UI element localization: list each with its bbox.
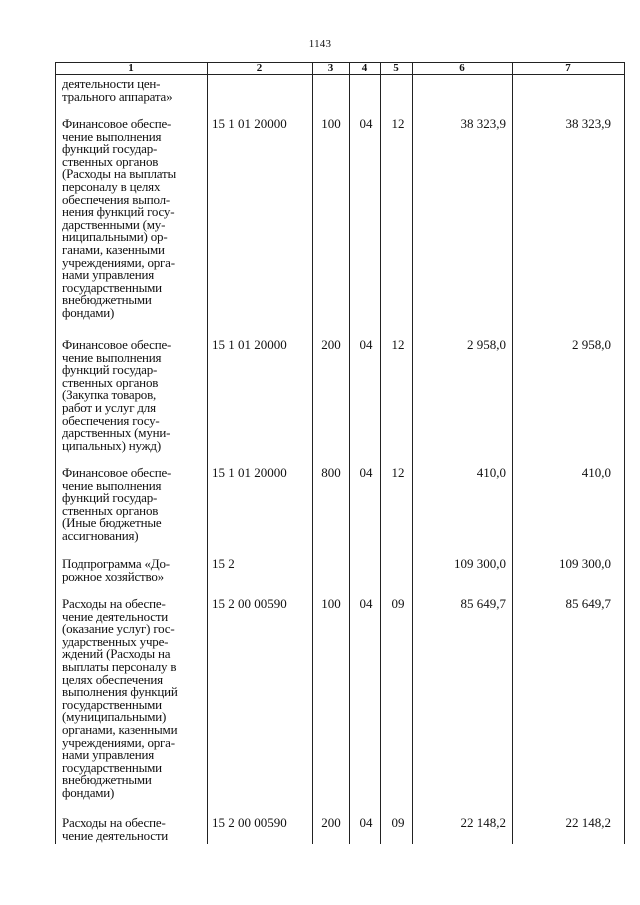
row-section: 04 (359, 337, 373, 352)
row-description: Расходы на обеспе- чение деятельности (оказание услуг) гос- ударственных учре- ждений (Расходы на выплаты персоналу в целях обеспечения выполнения функций государственными (муниципальными) органами, казенными учреждениями, орга- нами управления государственными внебюджетными фондами) (62, 596, 178, 800)
column-header-6: 6 (459, 62, 465, 74)
column-border (349, 62, 350, 844)
column-header-1: 1 (128, 62, 134, 74)
row-target-code: 15 1 01 20000 (212, 337, 287, 352)
column-border (55, 62, 56, 844)
row-amount-total: 2 958,0 (572, 337, 611, 352)
row-expense-type: 200 (321, 337, 341, 352)
column-header-5: 5 (393, 62, 399, 74)
column-header-2: 2 (256, 62, 263, 74)
column-header-7: 7 (565, 62, 571, 74)
row-description: Финансовое обеспе- чение выполнения функций государ- ственных органов (Иные бюджетные ассигнования) (62, 465, 172, 543)
row-expense-type: 100 (321, 116, 341, 131)
header-bottom-border (55, 74, 625, 75)
row-subsection: 09 (391, 815, 405, 830)
column-border (412, 62, 413, 844)
row-subsection: 12 (391, 116, 405, 131)
row-target-code: 15 2 00 00590 (212, 596, 287, 611)
row-description: Подпрограмма «До- рожное хозяйство» (62, 556, 170, 584)
row-section: 04 (359, 116, 373, 131)
page-number: 1143 (308, 38, 332, 50)
column-border (380, 62, 381, 844)
row-amount-total: 22 148,2 (565, 815, 611, 830)
row-expense-type: 800 (321, 465, 341, 480)
row-amount: 109 300,0 (454, 556, 506, 571)
row-target-code: 15 1 01 20000 (212, 465, 287, 480)
row-amount: 2 958,0 (467, 337, 506, 352)
row-description: Финансовое обеспе- чение выполнения функций государ- ственных органов (Расходы на выплаты персоналу в целях обеспечения выпол- нения функций госу- дарственными (му- ниципальными) ор- ганами, казенными учреждениями, орга- нами управления государственными внебюджетными фондами) (62, 116, 176, 320)
row-section: 04 (359, 465, 373, 480)
column-border (624, 62, 625, 844)
row-amount-total: 410,0 (581, 465, 611, 480)
column-border (512, 62, 513, 844)
row-subsection: 12 (391, 465, 405, 480)
row-expense-type: 100 (321, 596, 341, 611)
column-border (207, 62, 208, 844)
row-section: 04 (359, 815, 373, 830)
row-amount: 85 649,7 (460, 596, 506, 611)
row-amount: 22 148,2 (460, 815, 506, 830)
column-header-3: 3 (327, 62, 334, 74)
row-target-code: 15 2 00 00590 (212, 815, 287, 830)
row-description: Расходы на обеспе- чение деятельности (62, 815, 169, 843)
row-subsection: 12 (391, 337, 405, 352)
row-subsection: 09 (391, 596, 405, 611)
column-border (312, 62, 313, 844)
row-amount: 38 323,9 (460, 116, 506, 131)
row-target-code: 15 1 01 20000 (212, 116, 287, 131)
row-description: деятельности цен- трального аппарата» (62, 76, 173, 104)
row-description: Финансовое обеспе- чение выполнения функций государ- ственных органов (Закупка товаров, работ и услуг для обеспечения госу- дарственных (муни- ципальных) нужд) (62, 337, 172, 453)
row-target-code: 15 2 (212, 556, 235, 571)
column-header-4: 4 (361, 62, 368, 74)
row-amount-total: 38 323,9 (565, 116, 611, 131)
row-expense-type: 200 (321, 815, 341, 830)
row-amount-total: 85 649,7 (565, 596, 611, 611)
row-amount-total: 109 300,0 (559, 556, 611, 571)
row-amount: 410,0 (476, 465, 506, 480)
row-section: 04 (359, 596, 373, 611)
